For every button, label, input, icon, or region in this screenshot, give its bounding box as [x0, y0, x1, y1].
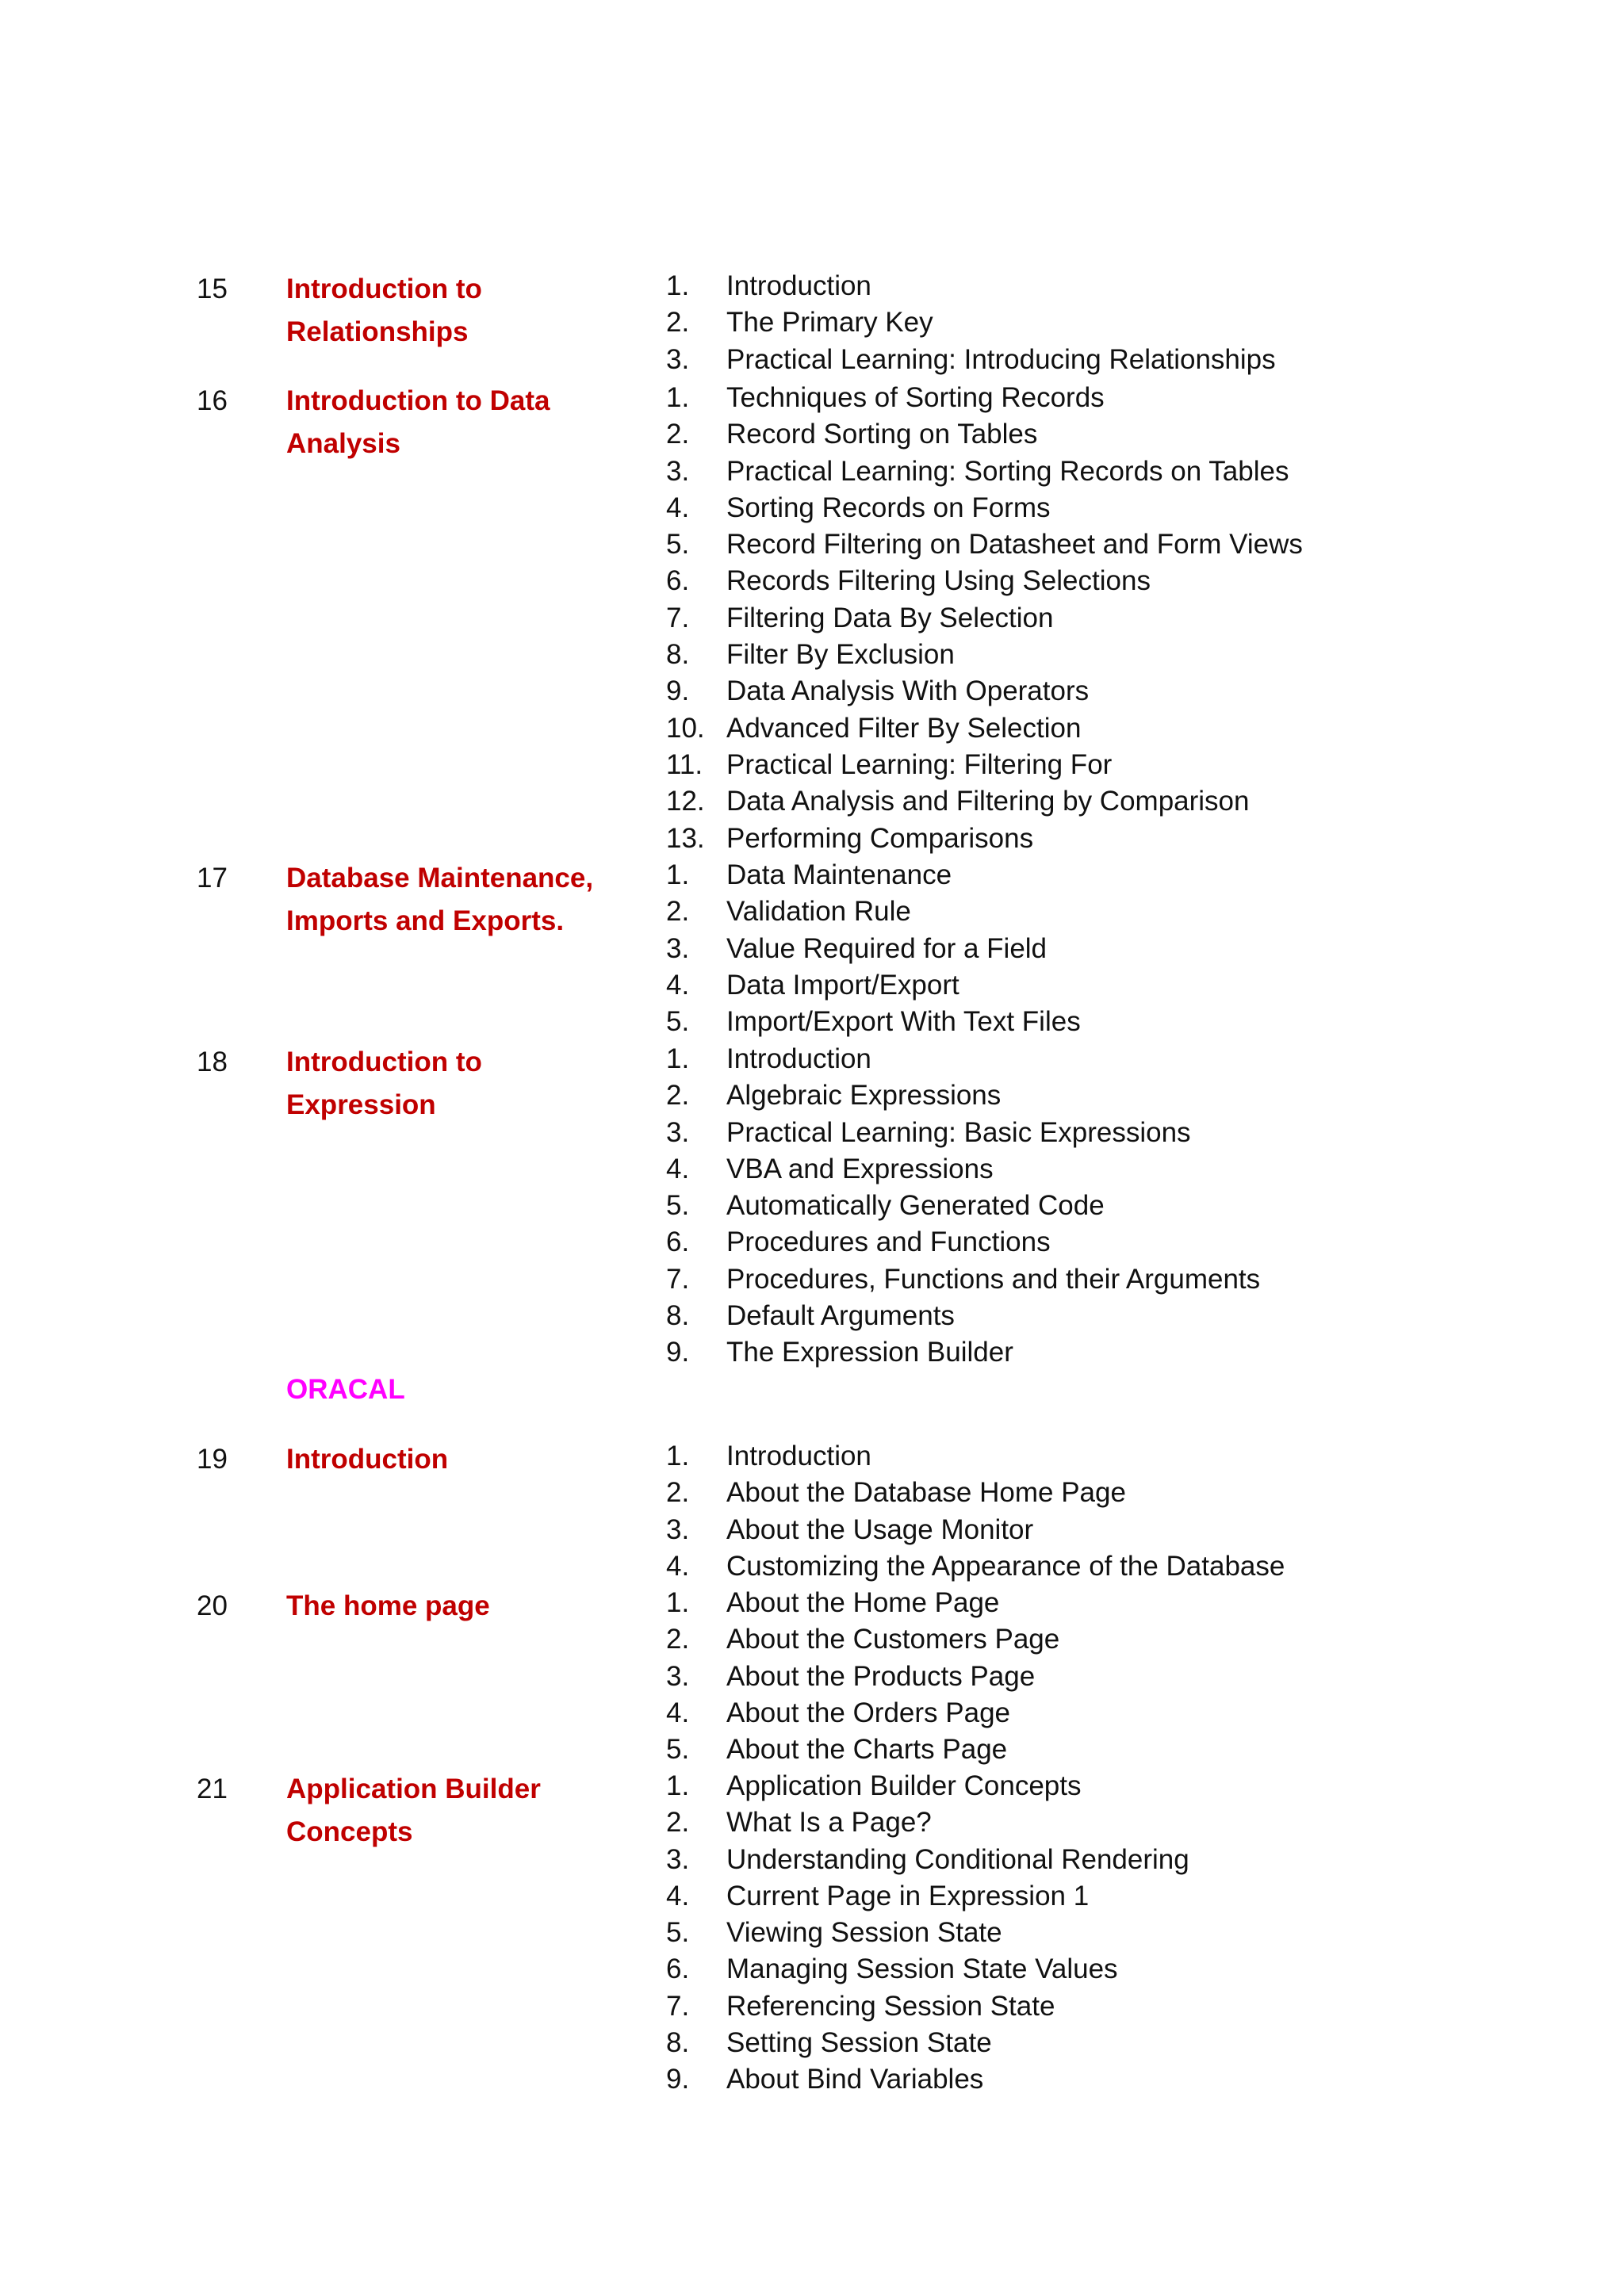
topic-index: 5.	[666, 1917, 690, 1949]
topic-index: 5.	[666, 1190, 690, 1222]
topic-index: 2.	[666, 896, 690, 928]
topic-text: What Is a Page?	[726, 1807, 932, 1839]
topic-text: Value Required for a Field	[726, 932, 1048, 964]
topic-text: About the Customers Page	[726, 1624, 1060, 1655]
module-number: 17	[197, 863, 228, 894]
topic-index: 3.	[666, 932, 690, 964]
topic-index: 12.	[666, 786, 705, 817]
topic-text: About the Home Page	[726, 1587, 1000, 1618]
topic-index: 5.	[666, 529, 690, 561]
topic-index: 4.	[666, 1697, 690, 1728]
topic-text: About the Charts Page	[726, 1734, 1008, 1766]
topic-text: About the Usage Monitor	[726, 1513, 1034, 1545]
topic-index: 7.	[666, 1263, 690, 1295]
topic-text: Customizing the Appearance of the Database	[726, 1550, 1285, 1582]
topic-text: Record Filtering on Datasheet and Form Views	[726, 529, 1303, 561]
section-title: ORACAL	[286, 1374, 405, 1405]
module-number: 15	[197, 274, 228, 304]
module-title: Introduction	[286, 1444, 449, 1475]
topic-text: Practical Learning: Filtering For	[726, 748, 1113, 780]
topic-index: 4.	[666, 492, 690, 523]
topic-text: Current Page in Expression 1	[726, 1880, 1090, 1911]
topic-index: 4.	[666, 969, 690, 1001]
module-number: 16	[197, 385, 228, 416]
topic-text: About the Database Home Page	[726, 1477, 1126, 1509]
module-title: The home page	[286, 1590, 490, 1621]
topic-index: 8.	[666, 639, 690, 671]
topic-text: Procedures and Functions	[726, 1226, 1051, 1258]
topic-index: 4.	[666, 1153, 690, 1184]
topic-index: 1.	[666, 1770, 690, 1801]
topic-index: 1.	[666, 1587, 690, 1618]
topic-index: 10.	[666, 712, 705, 744]
topic-index: 1.	[666, 859, 690, 890]
topic-text: About the Orders Page	[726, 1697, 1010, 1728]
topic-text: About Bind Variables	[726, 2064, 984, 2095]
topic-index: 3.	[666, 455, 690, 487]
topic-text: Filtering Data By Selection	[726, 602, 1054, 633]
topic-index: 3.	[666, 343, 690, 375]
topic-text: Automatically Generated Code	[726, 1190, 1105, 1222]
topic-index: 13.	[666, 822, 705, 854]
topic-text: Record Sorting on Tables	[726, 419, 1038, 450]
module-title: Introduction to Data Analysis	[286, 385, 550, 459]
topic-text: VBA and Expressions	[726, 1153, 994, 1184]
topic-text: Data Import/Export	[726, 969, 959, 1001]
module-number: 19	[197, 1444, 228, 1475]
topic-index: 7.	[666, 1990, 690, 2022]
topic-index: 7.	[666, 602, 690, 633]
topic-index: 1.	[666, 1043, 690, 1074]
topic-index: 2.	[666, 1477, 690, 1509]
module-number: 20	[197, 1590, 228, 1621]
topic-text: Practical Learning: Basic Expressions	[726, 1116, 1191, 1148]
topic-text: Data Maintenance	[726, 859, 952, 890]
topic-text: Validation Rule	[726, 896, 911, 928]
topic-index: 6.	[666, 1954, 690, 1985]
topic-text: Referencing Session State	[726, 1990, 1055, 2022]
topic-index: 6.	[666, 1226, 690, 1258]
topic-text: Records Filtering Using Selections	[726, 565, 1151, 597]
module-title: Database Maintenance, Imports and Exports.	[286, 863, 594, 936]
topic-text: Introduction	[726, 1043, 871, 1074]
topic-index: 1.	[666, 270, 690, 301]
topic-text: Techniques of Sorting Records	[726, 382, 1105, 413]
topic-text: The Primary Key	[726, 307, 933, 339]
topic-index: 5.	[666, 1734, 690, 1766]
topic-index: 3.	[666, 1513, 690, 1545]
topic-index: 9.	[666, 1337, 690, 1368]
topic-text: Application Builder Concepts	[726, 1770, 1082, 1801]
topic-index: 2.	[666, 307, 690, 339]
topic-index: 2.	[666, 1624, 690, 1655]
topic-text: Managing Session State Values	[726, 1954, 1118, 1985]
topic-index: 8.	[666, 2027, 690, 2059]
topic-text: Understanding Conditional Rendering	[726, 1843, 1189, 1875]
topic-index: 3.	[666, 1660, 690, 1692]
topic-text: About the Products Page	[726, 1660, 1036, 1692]
topic-text: Introduction	[726, 270, 871, 301]
topic-index: 9.	[666, 2064, 690, 2095]
topic-index: 4.	[666, 1880, 690, 1911]
topic-text: Introduction	[726, 1441, 871, 1471]
topic-text: Setting Session State	[726, 2027, 992, 2059]
topic-text: Import/Export With Text Files	[726, 1006, 1081, 1038]
module-number: 21	[197, 1774, 228, 1804]
topic-text: Viewing Session State	[726, 1917, 1002, 1949]
topic-index: 4.	[666, 1550, 690, 1582]
topic-index: 1.	[666, 382, 690, 413]
topic-index: 8.	[666, 1300, 690, 1332]
topic-text: Performing Comparisons	[726, 822, 1034, 854]
topic-index: 2.	[666, 1080, 690, 1112]
topic-index: 3.	[666, 1116, 690, 1148]
topic-index: 2.	[666, 1807, 690, 1839]
module-number: 18	[197, 1047, 228, 1077]
topic-text: Data Analysis With Operators	[726, 675, 1090, 707]
topic-text: Filter By Exclusion	[726, 639, 955, 671]
topic-text: Practical Learning: Sorting Records on Tables	[726, 455, 1289, 487]
topic-text: Procedures, Functions and their Arguments	[726, 1263, 1261, 1295]
topic-index: 11.	[666, 748, 703, 780]
topic-index: 9.	[666, 675, 690, 707]
topic-text: Algebraic Expressions	[726, 1080, 1002, 1112]
topic-text: Advanced Filter By Selection	[726, 712, 1082, 744]
topic-index: 5.	[666, 1006, 690, 1038]
topic-text: The Expression Builder	[726, 1337, 1013, 1368]
topic-text: Data Analysis and Filtering by Comparison	[726, 786, 1250, 817]
module-title: Introduction to Relationships	[286, 274, 482, 347]
topic-index: 6.	[666, 565, 690, 597]
module-title: Application Builder Concepts	[286, 1774, 541, 1847]
topic-index: 1.	[666, 1441, 690, 1471]
topic-index: 2.	[666, 419, 690, 450]
topic-text: Sorting Records on Forms	[726, 492, 1051, 523]
topic-text: Practical Learning: Introducing Relationships	[726, 343, 1276, 375]
topic-index: 3.	[666, 1843, 690, 1875]
topic-text: Default Arguments	[726, 1300, 955, 1332]
module-title: Introduction to Expression	[286, 1047, 482, 1120]
